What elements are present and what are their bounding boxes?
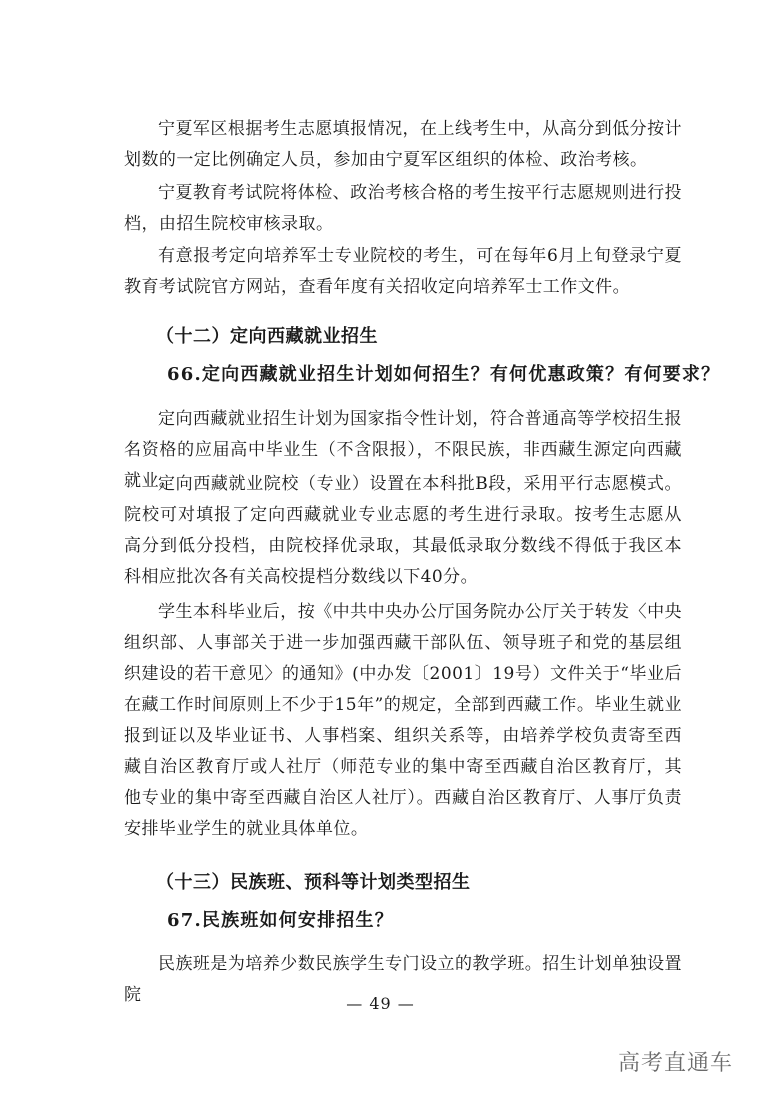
page-number: — 49 — (346, 994, 415, 1013)
question-66: 66.定向西藏就业招生计划如何招生？有何优惠政策？有何要求？ (167, 364, 721, 385)
paragraph-exam-admission: 宁夏教育考试院将体检、政治考核合格的考生按平行志愿规则进行投档，由招生院校审核录取。 (124, 183, 682, 234)
section-heading-tibet: （十二）定向西藏就业招生 (156, 326, 378, 347)
section-heading-ethnic-class: （十三）民族班、预科等计划类型招生 (156, 872, 471, 893)
paragraph-tibet-employment: 学生本科毕业后，按《中共中央办公厅国务院办公厅关于转发〈中央组织部、人事部关于进一步加强西藏干部队伍、领导班子和党的基层组织建设的若干意见〉的通知》(中办发〔2001〕19号）文件关于“毕业后在藏工作时间原则上不少于15年”的规定，全部到西藏工作。毕业生就业报到证以及毕业证书、人事档案、组织关系等，由培养学校负责寄至西藏自治区教育厅或人社厅（师范专业的集中寄至西藏自治区教育厅，其他专业的集中寄至西藏自治区人社厅）。西藏自治区教育厅、人事厅负责安排毕业学生的就业具体单位。 (124, 602, 682, 839)
watermark-text: 高考直通车 (617, 1051, 733, 1076)
paragraph-website-notice: 有意报考定向培养军士专业院校的考生，可在每年6月上旬登录宁夏教育考试院官方网站，查看年度有关招收定向培养军士工作文件。 (124, 246, 682, 297)
paragraph-military-selection: 宁夏军区根据考生志愿填报情况，在上线考生中，从高分到低分按计划数的一定比例确定人员，参加由宁夏军区组织的体检、政治考核。 (124, 119, 682, 170)
paragraph-tibet-admission: 定向西藏就业院校（专业）设置在本科批B段，采用平行志愿模式。院校可对填报了定向西藏就业专业志愿的考生进行录取。按考生志愿从高分到低分投档，由院校择优录取，其最低录取分数线不得低于我区本科相应批次各有关高校提档分数线以下40分。 (124, 474, 682, 587)
paragraph-ethnic-class: 民族班是为培养少数民族学生专门设立的教学班。招生计划单独设置院 (124, 954, 682, 1005)
paragraph-tibet-plan: 定向西藏就业招生计划为国家指令性计划，符合普通高等学校招生报名资格的应届高中毕业生（不含限报），不限民族，非西藏生源定向西藏就业。 (124, 409, 682, 491)
question-67: 67.民族班如何安排招生？ (167, 910, 394, 931)
